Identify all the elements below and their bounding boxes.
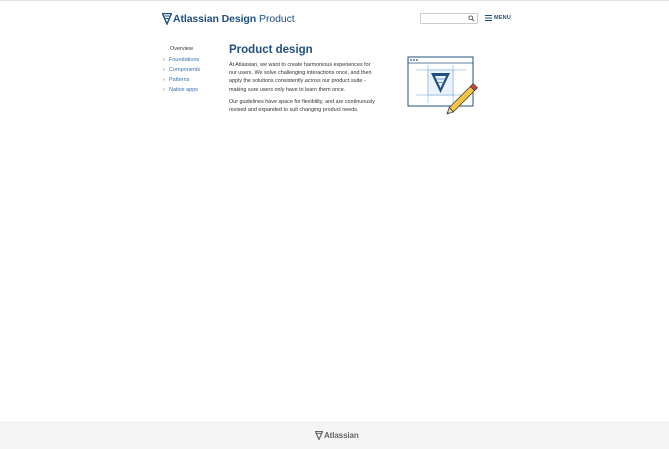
logo-text bbox=[173, 13, 295, 25]
hamburger-icon bbox=[485, 15, 492, 21]
sidebar-item-label: Foundations bbox=[169, 57, 200, 63]
chevron-right-icon: › bbox=[163, 77, 165, 83]
footer-logo[interactable] bbox=[315, 431, 359, 440]
sidebar-item-label: Patterns bbox=[169, 77, 190, 83]
logo-brand: Atlassian bbox=[173, 13, 219, 25]
chevron-right-icon: › bbox=[163, 67, 165, 73]
guidelines-paragraph: Our guidelines have space for flexibility, and are continuously revised and expanded to suit changing product needs. bbox=[229, 98, 375, 114]
sidebar-item-overview[interactable]: Overview bbox=[170, 46, 193, 52]
top-border bbox=[0, 0, 669, 1]
menu-button[interactable] bbox=[485, 13, 511, 23]
search-box bbox=[420, 13, 478, 24]
site-footer bbox=[0, 422, 669, 449]
search-input[interactable] bbox=[423, 14, 467, 23]
sidebar-item-label: Components bbox=[169, 67, 201, 73]
sidebar-item-patterns[interactable] bbox=[163, 75, 223, 85]
chevron-right-icon: › bbox=[163, 57, 165, 63]
logo-bold: Design bbox=[221, 13, 257, 25]
sidebar-item-components[interactable] bbox=[163, 65, 223, 75]
site-header bbox=[162, 11, 510, 27]
search-icon[interactable] bbox=[468, 15, 475, 22]
main-content bbox=[229, 44, 379, 118]
logo-light: Product bbox=[259, 13, 295, 25]
page-title: Product design bbox=[229, 44, 313, 56]
footer-logo-text: Atlassian bbox=[324, 431, 359, 440]
atlassian-logo-icon bbox=[315, 431, 323, 440]
site-logo[interactable] bbox=[162, 11, 295, 27]
sidebar-item-label: Native apps bbox=[169, 87, 199, 93]
sidebar-item-foundations[interactable] bbox=[163, 55, 223, 65]
product-design-illustration bbox=[406, 55, 484, 115]
menu-label: MENU bbox=[494, 15, 511, 21]
sidebar-nav bbox=[163, 45, 223, 95]
sidebar-item-native-apps[interactable] bbox=[163, 85, 223, 95]
chevron-right-icon: › bbox=[163, 87, 165, 93]
atlassian-logo-icon bbox=[162, 13, 172, 25]
intro-paragraph: At Atlassian, we want to create harmonious experiences for our users. We solve challenging interactions once, and then apply the solutions consistently across our product suite - making sure users only have to learn them once. bbox=[229, 62, 372, 93]
